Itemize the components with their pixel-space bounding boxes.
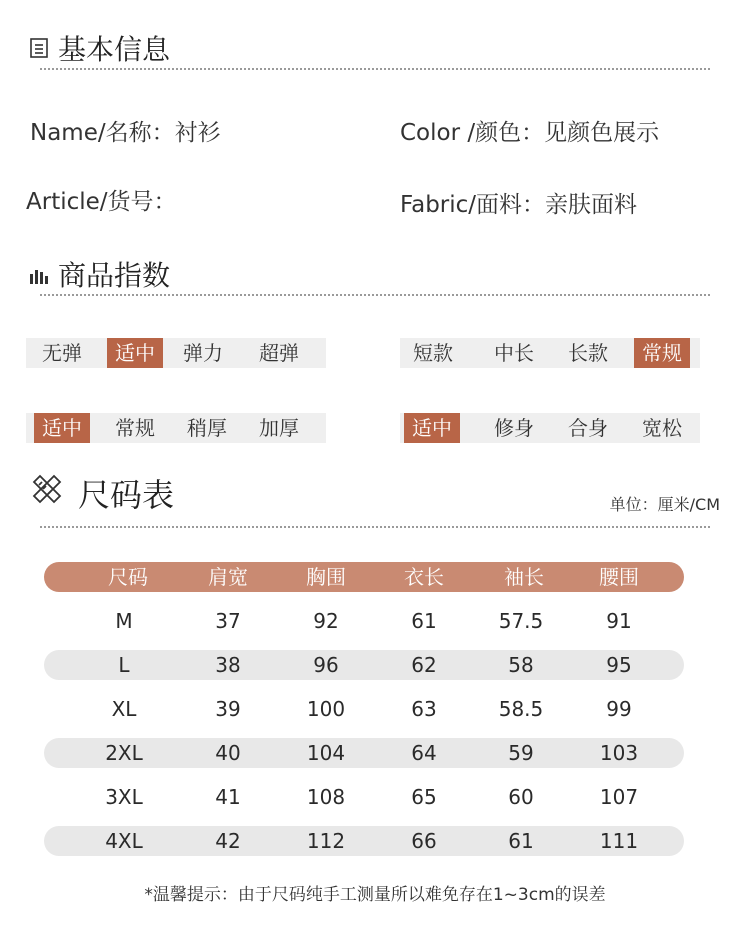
info-article: Article/货号： <box>26 189 177 215</box>
table-cell: 60 <box>508 785 534 809</box>
divider <box>40 68 710 70</box>
index-option: 中长 <box>494 341 534 365</box>
table-cell: M <box>115 609 133 633</box>
table-cell: 112 <box>306 829 346 853</box>
index-row-length <box>400 338 700 368</box>
index-row-thickness <box>26 413 326 443</box>
table-header-cell: 尺码 <box>108 565 148 589</box>
table-header-row <box>44 562 684 592</box>
table-cell: 58 <box>508 653 534 677</box>
table-cell: 2XL <box>105 741 143 765</box>
table-cell: 66 <box>411 829 437 853</box>
section-index-title <box>30 254 170 294</box>
index-option: 稍厚 <box>187 416 227 440</box>
table-cell: 111 <box>599 829 639 853</box>
table-row <box>44 826 684 856</box>
table-header-cell: 肩宽 <box>208 565 248 589</box>
index-row-elasticity <box>26 338 326 368</box>
table-cell: 38 <box>215 653 241 677</box>
index-option: 常规 <box>115 416 155 440</box>
info-fabric: Fabric/面料：亲肤面料 <box>400 192 638 218</box>
table-cell: 104 <box>306 741 346 765</box>
table-cell: 58.5 <box>498 697 544 721</box>
table-cell: 107 <box>599 785 639 809</box>
section-title-text: 基本信息 <box>58 33 171 66</box>
size-table <box>44 562 684 870</box>
index-option-selected: 适中 <box>34 413 90 443</box>
table-cell: 37 <box>215 609 241 633</box>
section-size-title <box>30 470 174 516</box>
table-cell: 65 <box>411 785 437 809</box>
table-row <box>44 650 684 680</box>
table-cell: 96 <box>313 653 339 677</box>
unit-label: 单位：厘米/CM <box>609 495 720 514</box>
table-header-cell: 胸围 <box>306 565 346 589</box>
divider <box>40 294 710 296</box>
section-title-text: 尺码表 <box>78 476 175 514</box>
table-cell: 91 <box>606 609 632 633</box>
section-basic-title <box>30 28 170 68</box>
index-option: 加厚 <box>259 416 299 440</box>
index-option: 弹力 <box>183 341 223 365</box>
bar-chart-icon <box>30 258 48 291</box>
index-option-selected: 适中 <box>404 413 460 443</box>
table-row <box>44 606 684 636</box>
table-cell: 3XL <box>105 785 143 809</box>
index-row-fit <box>400 413 700 443</box>
table-cell: 57.5 <box>498 609 544 633</box>
info-color: Color /颜色：见颜色展示 <box>400 120 660 146</box>
index-option: 长款 <box>568 341 608 365</box>
index-option-selected: 适中 <box>107 338 163 368</box>
measurement-note: *温馨提示：由于尺码纯手工测量所以难免存在1~3cm的误差 <box>144 885 606 905</box>
table-cell: 40 <box>215 741 241 765</box>
table-cell: 99 <box>606 697 632 721</box>
index-option: 修身 <box>494 416 534 440</box>
table-cell: 39 <box>215 697 241 721</box>
table-cell: 64 <box>411 741 437 765</box>
index-option-selected: 常规 <box>634 338 690 368</box>
table-row <box>44 694 684 724</box>
table-cell: 4XL <box>105 829 143 853</box>
table-header-cell: 袖长 <box>504 565 544 589</box>
table-cell: 41 <box>215 785 241 809</box>
table-cell: 92 <box>313 609 339 633</box>
table-row <box>44 782 684 812</box>
table-cell: XL <box>111 697 137 721</box>
table-row <box>44 738 684 768</box>
divider <box>40 526 710 528</box>
section-title-text: 商品指数 <box>58 259 171 292</box>
table-cell: 62 <box>411 653 437 677</box>
index-option: 无弹 <box>42 341 82 365</box>
table-cell: 103 <box>599 741 639 765</box>
ruler-cross-icon <box>30 472 64 514</box>
index-option: 超弹 <box>259 341 299 365</box>
index-option: 合身 <box>568 416 608 440</box>
table-cell: 108 <box>306 785 346 809</box>
table-header-cell: 腰围 <box>599 565 639 589</box>
table-cell: 63 <box>411 697 437 721</box>
table-cell: 42 <box>215 829 241 853</box>
document-icon <box>30 32 48 65</box>
table-cell: L <box>118 653 130 677</box>
table-cell: 61 <box>508 829 534 853</box>
info-name: Name/名称：衬衫 <box>30 120 221 146</box>
table-cell: 100 <box>306 697 346 721</box>
table-cell: 61 <box>411 609 437 633</box>
table-cell: 95 <box>606 653 632 677</box>
index-option: 短款 <box>413 341 453 365</box>
table-cell: 59 <box>508 741 534 765</box>
index-option: 宽松 <box>642 416 682 440</box>
table-header-cell: 衣长 <box>404 565 444 589</box>
